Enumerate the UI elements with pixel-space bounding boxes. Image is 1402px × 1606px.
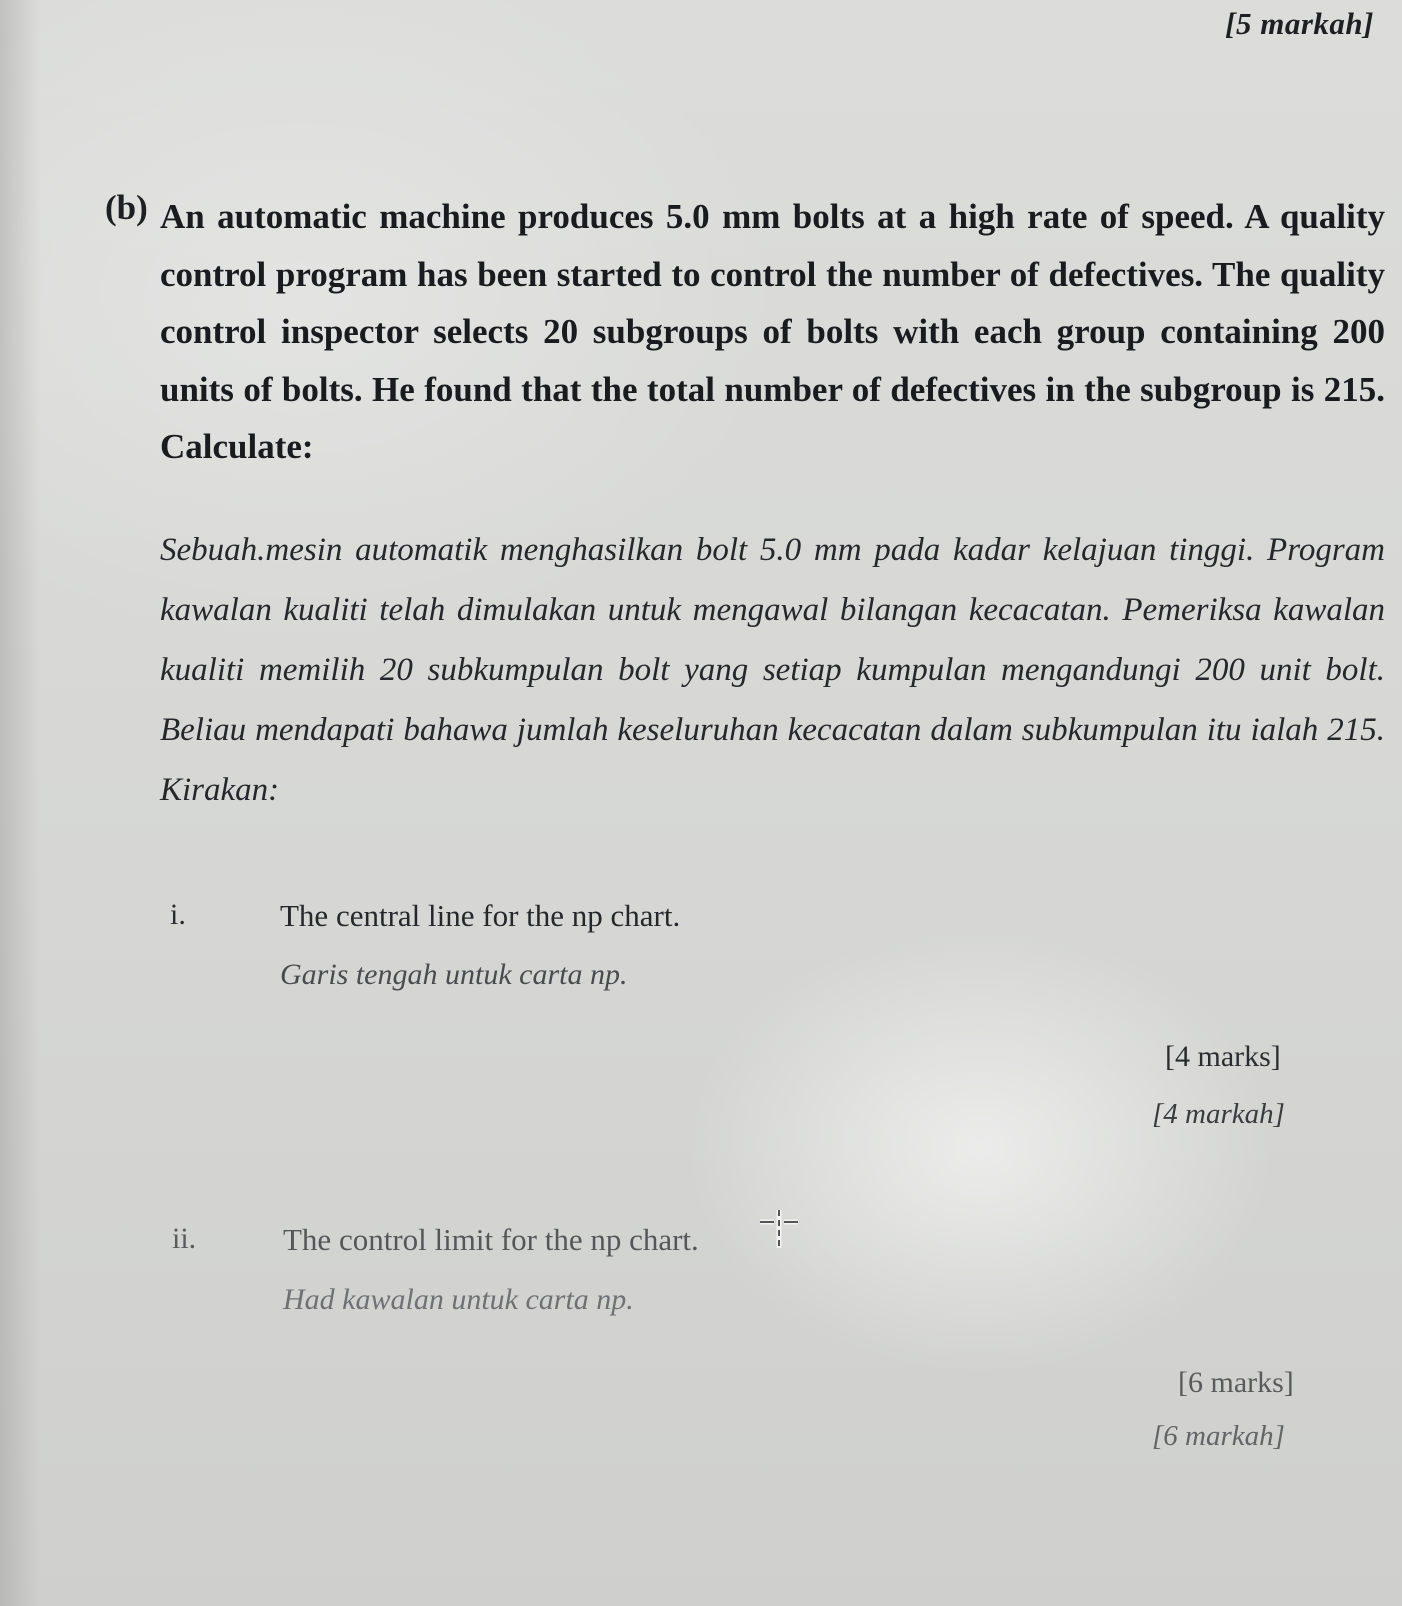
- part-ii-text-english: The control limit for the np chart.: [283, 1222, 699, 1257]
- part-ii-text-malay: Had kawalan untuk carta np.: [283, 1283, 634, 1316]
- question-label: (b): [105, 188, 148, 227]
- question-text-english: An automatic machine produces 5.0 mm bolts at a high rate of speed. A quality control program has been started to control the number of defectives. The quality control inspector selects 20 subgroups of bolts with each group containing 200 units of bolts. He found that the total number of defectives in the subgroup is 215. Calculate:: [160, 197, 1385, 466]
- question-text-malay: Sebuah.mesin automatik menghasilkan bolt 5.0 mm pada kadar kelajuan tinggi. Program kawalan kualiti telah dimulakan untuk mengawal bilangan kecacatan. Pemeriksa kawalan kualiti memilih 20 subkumpulan bolt yang setiap kumpulan mengandungi 200 unit bolt. Beliau mendapati bahawa jumlah keseluruhan kecacatan dalam subkumpulan itu ialah 215. Kirakan:: [160, 532, 1385, 808]
- previous-question-marks: [5 markah]: [1225, 6, 1374, 41]
- part-i-number: i.: [170, 898, 186, 931]
- part-ii-marks-malay: [6 markah]: [1152, 1420, 1285, 1452]
- part-i-marks-malay: [4 markah]: [1152, 1098, 1285, 1130]
- part-i-text-malay: Garis tengah untuk carta np.: [280, 958, 628, 991]
- part-ii-marks-english: [6 marks]: [1178, 1366, 1294, 1399]
- part-ii-number: ii.: [172, 1222, 197, 1255]
- part-i-text-english: The central line for the np chart.: [280, 898, 681, 933]
- text-cursor-icon: [758, 1208, 800, 1252]
- part-i-marks-english: [4 marks]: [1165, 1040, 1281, 1073]
- page-edge-shadow: [0, 0, 40, 1606]
